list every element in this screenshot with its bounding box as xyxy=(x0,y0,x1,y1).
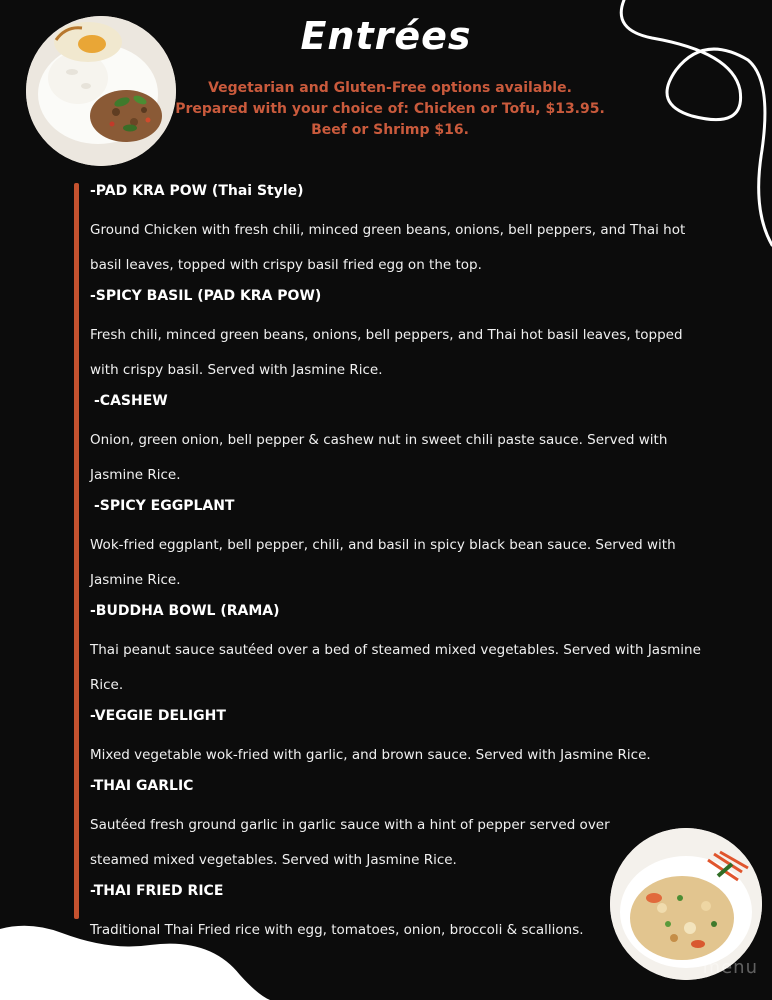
menu-item xyxy=(90,388,710,493)
item-description: Wok-fried eggplant, bell pepper, chili, and basil in spicy black bean sauce. Served with Jasmine Rice. xyxy=(90,537,676,588)
item-name: -SPICY BASIL (PAD KRA POW) xyxy=(90,288,322,304)
item-name: -THAI GARLIC xyxy=(90,778,194,794)
item-name: -PAD KRA POW (Thai Style) xyxy=(90,183,304,199)
menu-item xyxy=(90,773,710,878)
item-description: Sautéed fresh ground garlic in garlic sauce with a hint of pepper served over steamed mixed vegetables. Served with Jasmine Rice. xyxy=(90,817,610,868)
menu-item xyxy=(90,493,710,598)
entree-list xyxy=(90,178,710,948)
item-description: Thai peanut sauce sautéed over a bed of steamed mixed vegetables. Served with Jasmine Rice. xyxy=(90,642,701,693)
item-name: -BUDDHA BOWL (RAMA) xyxy=(90,603,280,619)
subtitle-line: Prepared with your choice of: Chicken or Tofu, $13.95. xyxy=(175,101,605,117)
item-name: -THAI FRIED RICE xyxy=(90,883,224,899)
menu-item xyxy=(90,178,710,283)
item-description: Fresh chili, minced green beans, onions, bell peppers, and Thai hot basil leaves, topped with crispy basil. Served with Jasmine Rice. xyxy=(90,327,683,378)
watermark: menu xyxy=(702,957,758,978)
pricing-note xyxy=(160,78,620,141)
subtitle-line: Beef or Shrimp $16. xyxy=(311,122,469,138)
decorative-blob xyxy=(0,915,270,1000)
item-description: Traditional Thai Fried rice with egg, tomatoes, onion, broccoli & scallions. xyxy=(90,922,584,938)
item-name: -CASHEW xyxy=(94,393,168,409)
item-name: -SPICY EGGPLANT xyxy=(94,498,235,514)
item-description: Onion, green onion, bell pepper & cashew nut in sweet chili paste sauce. Served with Jasmine Rice. xyxy=(90,432,668,483)
subtitle-line: Vegetarian and Gluten-Free options available. xyxy=(208,80,572,96)
accent-bar xyxy=(74,183,79,919)
item-description: Mixed vegetable wok-fried with garlic, and brown sauce. Served with Jasmine Rice. xyxy=(90,747,651,763)
menu-item xyxy=(90,283,710,388)
menu-item xyxy=(90,598,710,703)
item-description: Ground Chicken with fresh chili, minced green beans, onions, bell peppers, and Thai hot basil leaves, topped with crispy basil fried egg on the top. xyxy=(90,222,686,273)
item-name: -VEGGIE DELIGHT xyxy=(90,708,226,724)
menu-item xyxy=(90,703,710,773)
page-title: Entrées xyxy=(300,14,472,58)
